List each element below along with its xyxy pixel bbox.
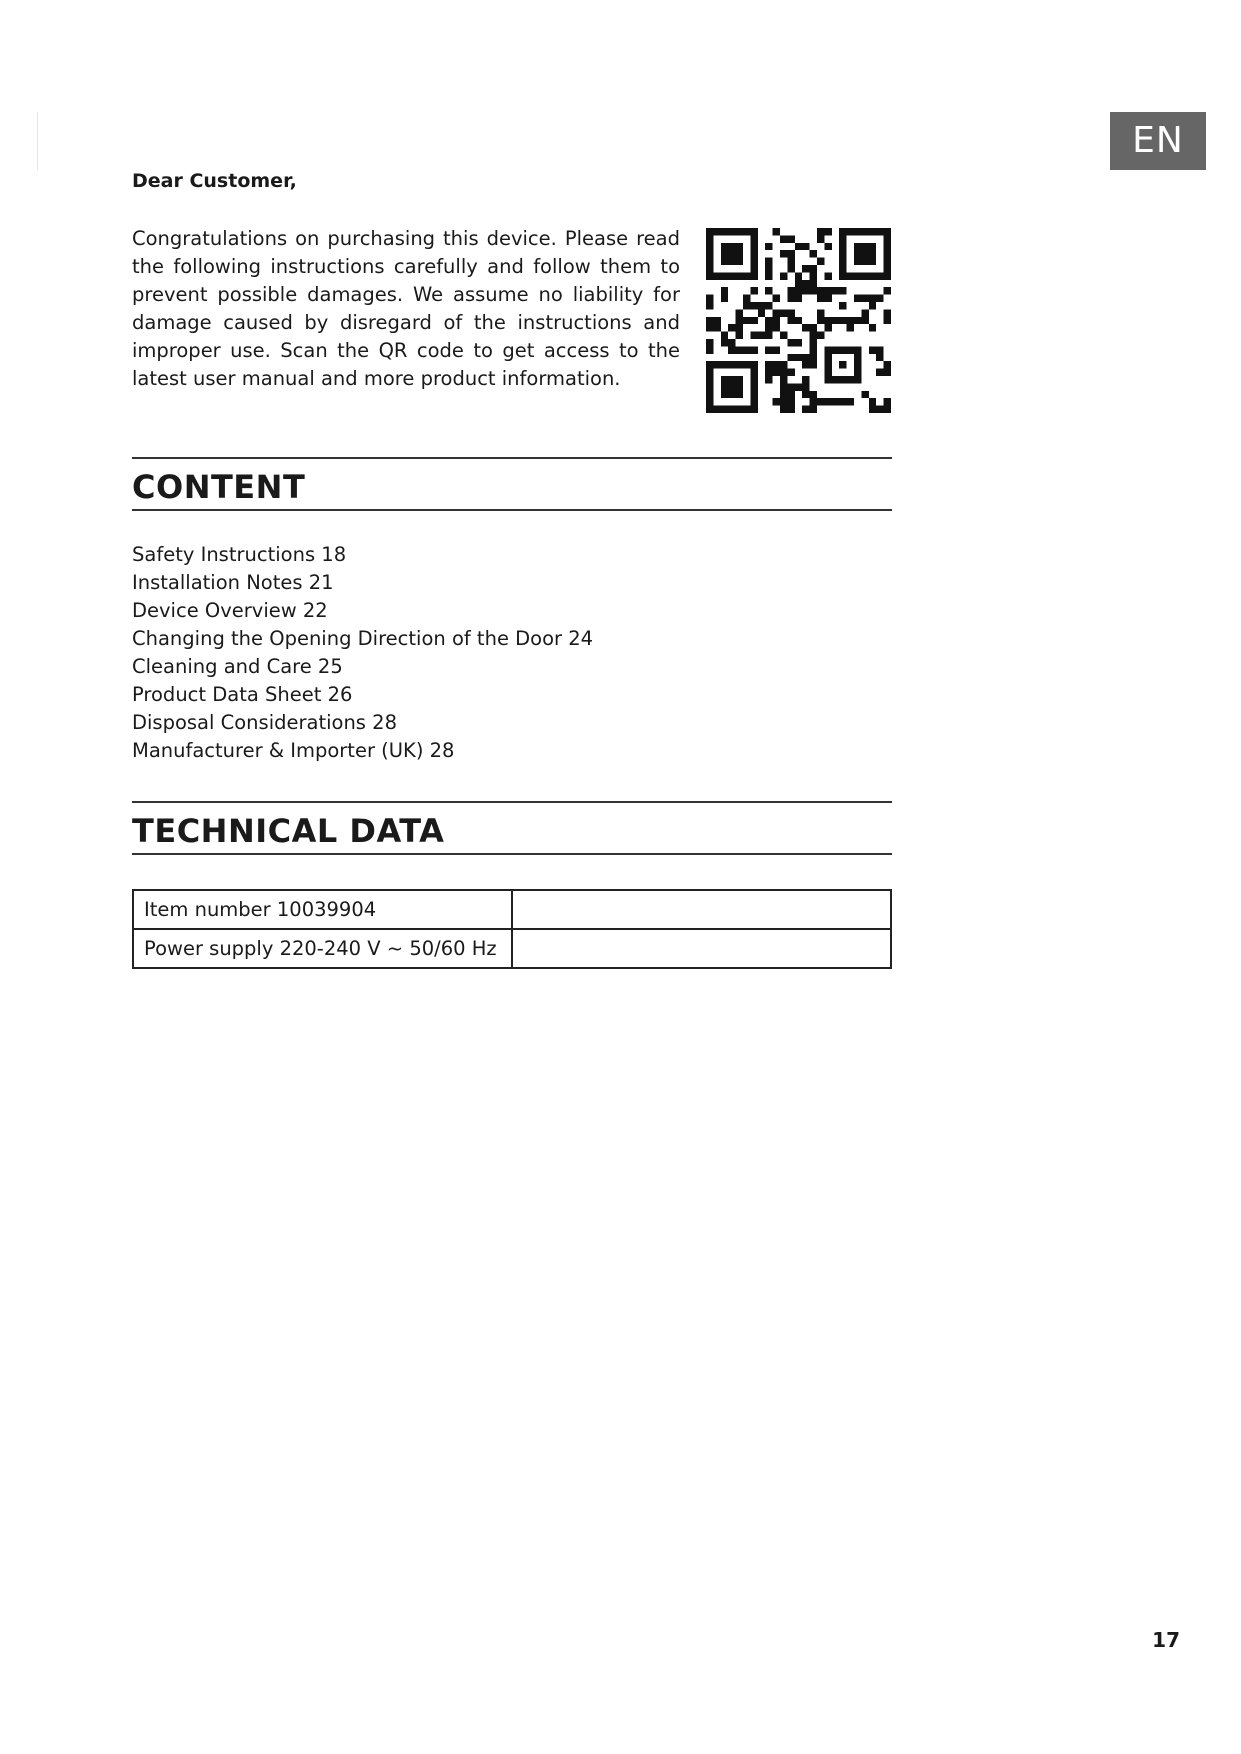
toc-item: Disposal Considerations 28 xyxy=(132,711,397,734)
content-rule-top xyxy=(132,457,892,459)
table-cell: Power supply 220-240 V ~ 50/60 Hz xyxy=(133,929,512,968)
qr-code-icon xyxy=(706,228,891,413)
technical-data-table xyxy=(132,889,892,969)
technical-rule-top xyxy=(132,801,892,803)
margin-marker xyxy=(37,112,38,170)
table-cell: Item number 10039904 xyxy=(133,890,512,929)
toc-item: Device Overview 22 xyxy=(132,599,328,622)
table-of-contents xyxy=(132,541,593,765)
toc-item: Manufacturer & Importer (UK) 28 xyxy=(132,739,455,762)
table-cell xyxy=(512,890,891,929)
toc-item: Cleaning and Care 25 xyxy=(132,655,343,678)
technical-heading: TECHNICAL DATA xyxy=(132,812,445,850)
intro-paragraph: Congratulations on purchasing this device. Please read the following instructions carefully and follow them to prevent possible damages. We assume no liability for damage caused by disregard of the instructions and improper use. Scan the QR code to get access to the latest user manual and more product information. xyxy=(132,227,680,390)
table-cell xyxy=(512,929,891,968)
toc-item: Safety Instructions 18 xyxy=(132,543,347,566)
toc-item: Changing the Opening Direction of the Door 24 xyxy=(132,627,594,650)
table-row xyxy=(133,890,891,929)
technical-rule-bottom xyxy=(132,853,892,855)
content-heading: CONTENT xyxy=(132,468,306,506)
language-badge: EN xyxy=(1110,112,1206,170)
greeting: Dear Customer, xyxy=(132,170,297,192)
toc-item: Installation Notes 21 xyxy=(132,571,334,594)
toc-item: Product Data Sheet 26 xyxy=(132,683,353,706)
page-number: 17 xyxy=(1152,1628,1180,1652)
table-row xyxy=(133,929,891,968)
content-rule-bottom xyxy=(132,509,892,511)
